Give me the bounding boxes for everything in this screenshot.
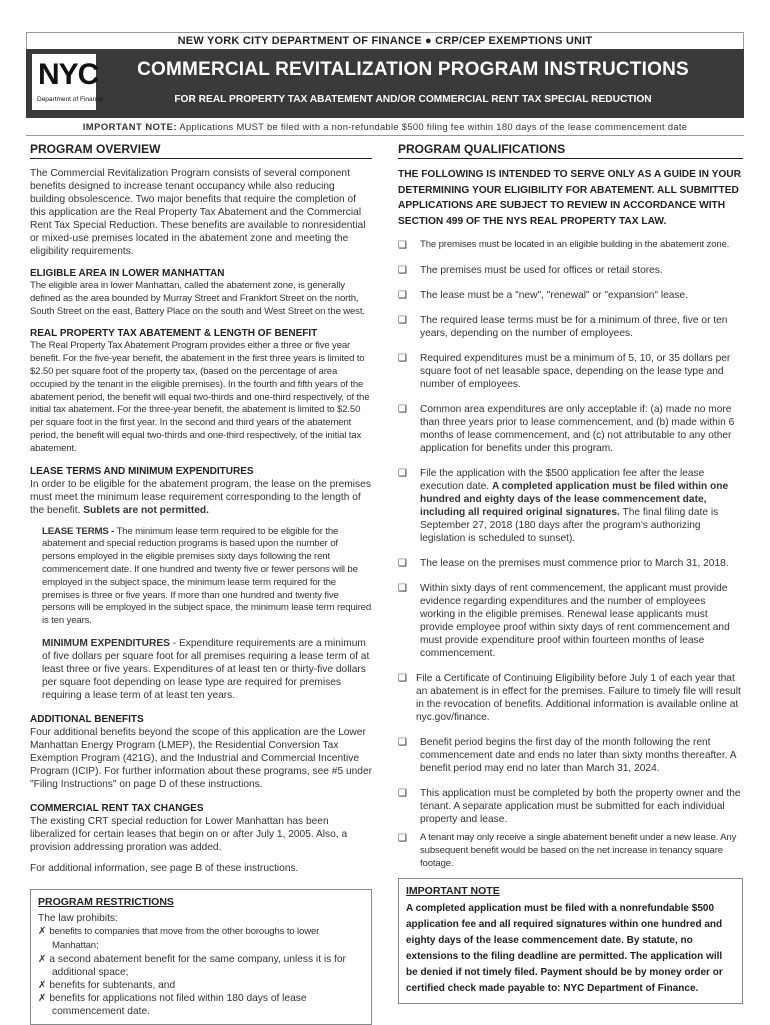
overview-heading: PROGRAM OVERVIEW <box>30 142 372 159</box>
logo-mark: NYC <box>38 58 99 91</box>
additional-benefits-heading: ADDITIONAL BENEFITS <box>30 713 144 725</box>
rpt-text: The Real Property Tax Abatement Program provides either a three or five year benefit. For the five-year benefit, the abatement in the first three years is limited to $2.50 per square foot of the property tax, (based on the percentage of area occupied by the tenant in the eligible premises). In the fourth and fifth years of the abatement period, the benefit will equal two-thirds and one-third respectively, of the initial tax abatement. For the three-year benefit, the abatement is limited to $2.50 per square foot in the first year. In the second and third years of the abatement period, the benefit will equal two-thirds and one-third respectively, of the initial tax abatement. <box>30 340 370 454</box>
qualification-text: The required lease terms must be for a minimum of three, five or ten years, depending on the number of employees. <box>420 315 728 339</box>
lease-terms-paragraph <box>30 526 372 628</box>
restriction-item <box>38 992 364 1018</box>
page-subtitle: FOR REAL PROPERTY TAX ABATEMENT AND/OR COMMERCIAL RENT TAX SPECIAL REDUCTION <box>174 94 652 105</box>
qualification-text: A tenant may only receive a single abatement benefit under a new lease. Any subsequent benefit would be based on the net increase in tenancy square footage. <box>420 832 737 869</box>
minimum-expenditures-text: - Expenditure requirements are a minimum of five dollars per square foot for all premises requiring a lease term of at least three or five years. Expenditures of at least ten or thirty-five dollars per square foot depending on lease type are required for premises requiring a lease term of at least ten years. <box>42 637 370 701</box>
checkbox-icon: ❑ <box>398 673 407 684</box>
program-restrictions-box <box>30 889 372 1025</box>
qualification-text: The lease on the premises must commence prior to March 31, 2018. <box>420 558 729 569</box>
header-divider <box>26 135 744 136</box>
sublets-note: Sublets are not permitted. <box>83 504 209 516</box>
eligible-area-heading: ELIGIBLE AREA IN LOWER MANHATTAN <box>30 268 225 279</box>
restriction-item <box>38 925 364 953</box>
restriction-item <box>38 953 364 979</box>
qualification-item <box>398 264 743 277</box>
lease-terms-intro <box>30 478 372 517</box>
checkbox-icon: ❑ <box>398 240 407 251</box>
important-note-box <box>398 878 743 1004</box>
more-info-text: For additional information, see page B of these instructions. <box>30 862 299 874</box>
qualification-item <box>398 289 743 302</box>
checkbox-icon: ❑ <box>398 353 407 364</box>
department-header: NEW YORK CITY DEPARTMENT OF FINANCE ● CRP/CEP EXEMPTIONS UNIT <box>26 32 744 49</box>
qualification-text: The lease must be a "new", "renewal" or "expansion" lease. <box>420 290 689 301</box>
checkbox-icon: ❑ <box>398 404 407 415</box>
lease-terms-intro-text: In order to be eligible for the abatement program, the lease on the premises must meet the minimum lease requirement corresponding to the length of the benefit. <box>30 478 371 516</box>
file-deadline-text: A completed application must be filed within one hundred and eighty days of the lease commencement date, including all required original signatures. <box>420 481 729 518</box>
qualification-item <box>398 787 743 826</box>
qualification-item <box>398 736 743 775</box>
restrictions-heading: PROGRAM RESTRICTIONS <box>38 895 174 908</box>
overview-column <box>30 142 372 1025</box>
checkbox-icon: ❑ <box>398 265 407 276</box>
qualification-text: Required expenditures must be a minimum of 5, 10, or 35 dollars per square foot of net leasable space, depending on the lease type and number of employees. <box>420 353 731 390</box>
rpt-heading: REAL PROPERTY TAX ABATEMENT & LENGTH OF BENEFIT <box>30 328 318 340</box>
qualification-item <box>398 467 743 545</box>
qualification-text: The premises must be located in an eligible building in the abatement zone. <box>420 239 730 250</box>
lease-terms-text: The minimum lease term required to be eligible for the abatement and special reduction programs is based upon the number of persons employed in the eligible premises sixty days following the rent commencement date. If one hundred and twenty five or fewer persons will be employed in the subject space, the minimum lease term required for the premises is three or five years. If more than one hundred and twenty five persons will be employed in the subject space, the minimum lease term required is ten years. <box>42 525 372 627</box>
qualification-text: Within sixty days of rent commencement, the applicant must provide evidence regarding expenditures and the number of employees working in the eligible premises. Renewal lease applicants must provide employee proof within sixty days of rent commencement and must provide expenditure proof within fourteen months of lease commencement. <box>420 583 730 659</box>
page-title: COMMERCIAL REVITALIZATION PROGRAM INSTRUCTIONS <box>137 59 689 80</box>
crt-changes-text: The existing CRT special reduction for Lower Manhattan has been liberalized for certain leases that begin on or after July 1, 2005. Also, a provision addressing proration was added. <box>30 815 348 853</box>
qualification-item <box>398 352 743 391</box>
overview-intro: The Commercial Revitalization Program consists of several component benefits designed to increase tenant occupancy while also reducing building obsolescence. Two major benefits that require the completion of this application are the Real Property Tax Abatement and the Commercial Rent Tax Special Reduction. These benefits are available to nonresidential or mixed-use premises located in the abatement zone and meeting the eligibility requirements. <box>30 168 366 257</box>
qualification-text: This application must be completed by both the property owner and the tenant. A separate application must be submitted for each individual property and lease. <box>420 788 741 825</box>
important-note-label: IMPORTANT NOTE: <box>82 121 177 132</box>
checkbox-icon: ❑ <box>398 315 407 326</box>
final-filing-date-text: The final filing date is September 27, 2018 (180 days after the program's authorizing legislation is scheduled to sunset). <box>420 507 719 544</box>
checkbox-icon: ❑ <box>398 558 407 569</box>
important-note-text: Applications MUST be filed with a non-refundable $500 filing fee within 180 days of the lease commencement date <box>179 121 688 132</box>
qualification-text: Benefit period begins the first day of the month following the rent commencement date and ends no later than sixty months thereafter. A benefit period may end no later than March 31, 2024. <box>420 737 736 774</box>
qualification-item <box>398 557 743 570</box>
qualification-text: Common area expenditures are only acceptable if: (a) made no more than three years prior to lease commencement, and (b) made within 6 months of lease commencement, and (c) not attributable to any other application for benefits under this program. <box>420 404 735 454</box>
qualification-item <box>398 672 743 724</box>
important-note-body: A completed application must be filed with a nonrefundable $500 application fee and all required signatures within one hundred and eighty days of the lease commencement date. By statute, no extensions to the filing deadline are permitted. The application will be denied if not timely filed. Payment should be by money order or certified check made payable to: NYC Department of Finance. <box>406 903 723 995</box>
x-mark-icon: ✗ <box>38 979 47 991</box>
file-fee-text: File the application with the $500 application fee after the lease execution date. <box>420 468 705 492</box>
checkbox-icon: ❑ <box>398 737 407 748</box>
qualification-text <box>420 467 743 545</box>
qualification-item <box>398 582 743 660</box>
minimum-expenditures-label: MINIMUM EXPENDITURES <box>42 637 170 649</box>
restriction-text: a second abatement benefit for the same company, unless it is for additional space; <box>49 953 346 978</box>
restriction-item <box>38 979 364 992</box>
checkbox-icon: ❑ <box>398 468 407 479</box>
logo-department: Department of Finance <box>37 96 104 103</box>
checkbox-icon: ❑ <box>398 833 407 844</box>
eligible-area-text: The eligible area in lower Manhattan, called the abatement zone, is generally defined as the area bounded by Murray Street and Frankfort Street on the north, South Street on the east, Battery Place on the south and West Street on the west. <box>30 280 365 317</box>
checkbox-icon: ❑ <box>398 290 407 301</box>
restriction-text: benefits to companies that move from the other boroughs to lower Manhattan; <box>49 925 320 951</box>
x-mark-icon: ✗ <box>38 925 47 937</box>
qualification-item <box>398 314 743 340</box>
restrictions-intro: The law prohibits: <box>38 912 118 924</box>
lease-terms-label: LEASE TERMS - <box>42 525 115 537</box>
qualification-item <box>398 239 743 252</box>
x-mark-icon: ✗ <box>38 992 47 1004</box>
lease-terms-heading: LEASE TERMS AND MINIMUM EXPENDITURES <box>30 465 254 477</box>
restriction-text: benefits for applications not filed within 180 days of lease commencement date. <box>49 992 307 1017</box>
qualification-text: File a Certificate of Continuing Eligibility before July 1 of each year that an abatement is in effect for the premises. Failure to timely file will result in the revocation of benefits. Additional information is available online at nyc.gov/finance. <box>416 673 741 723</box>
qualifications-column <box>398 142 743 1004</box>
checkbox-icon: ❑ <box>398 788 407 799</box>
qualifications-list <box>398 239 743 870</box>
minimum-expenditures-paragraph <box>30 637 372 702</box>
x-mark-icon: ✗ <box>38 953 47 965</box>
qualification-item <box>398 832 743 870</box>
checkbox-icon: ❑ <box>398 583 407 594</box>
restriction-text: benefits for subtenants, and <box>49 979 176 991</box>
qualification-text: The premises must be used for offices or retail stores. <box>420 265 663 276</box>
important-note-heading: IMPORTANT NOTE <box>406 885 500 898</box>
restrictions-list <box>38 925 364 1018</box>
title-banner <box>26 49 744 118</box>
important-filing-note <box>26 121 744 132</box>
additional-benefits-text: Four additional benefits beyond the scope of this application are the Lower Manhattan Energy Program (LMEP), the Residential Conversion Tax Exemption Program (421G), and the Industrial and Commercial Incentive Program (ICIP). For further information about these programs, see #5 under "Filing Instructions" on page D of these instructions. <box>30 726 373 790</box>
qualifications-heading: PROGRAM QUALIFICATIONS <box>398 142 743 159</box>
qualifications-intro: THE FOLLOWING IS INTENDED TO SERVE ONLY AS A GUIDE IN YOUR DETERMINING YOUR ELIGIBILITY FOR ABATEMENT. ALL SUBMITTED APPLICATIONS ARE SUBJECT TO REVIEW IN ACCORDANCE WITH SECTION 499 OF THE NYS REAL PROPERTY TAX LAW. <box>398 169 742 227</box>
crt-changes-heading: COMMERCIAL RENT TAX CHANGES <box>30 802 204 814</box>
qualification-item <box>398 403 743 455</box>
